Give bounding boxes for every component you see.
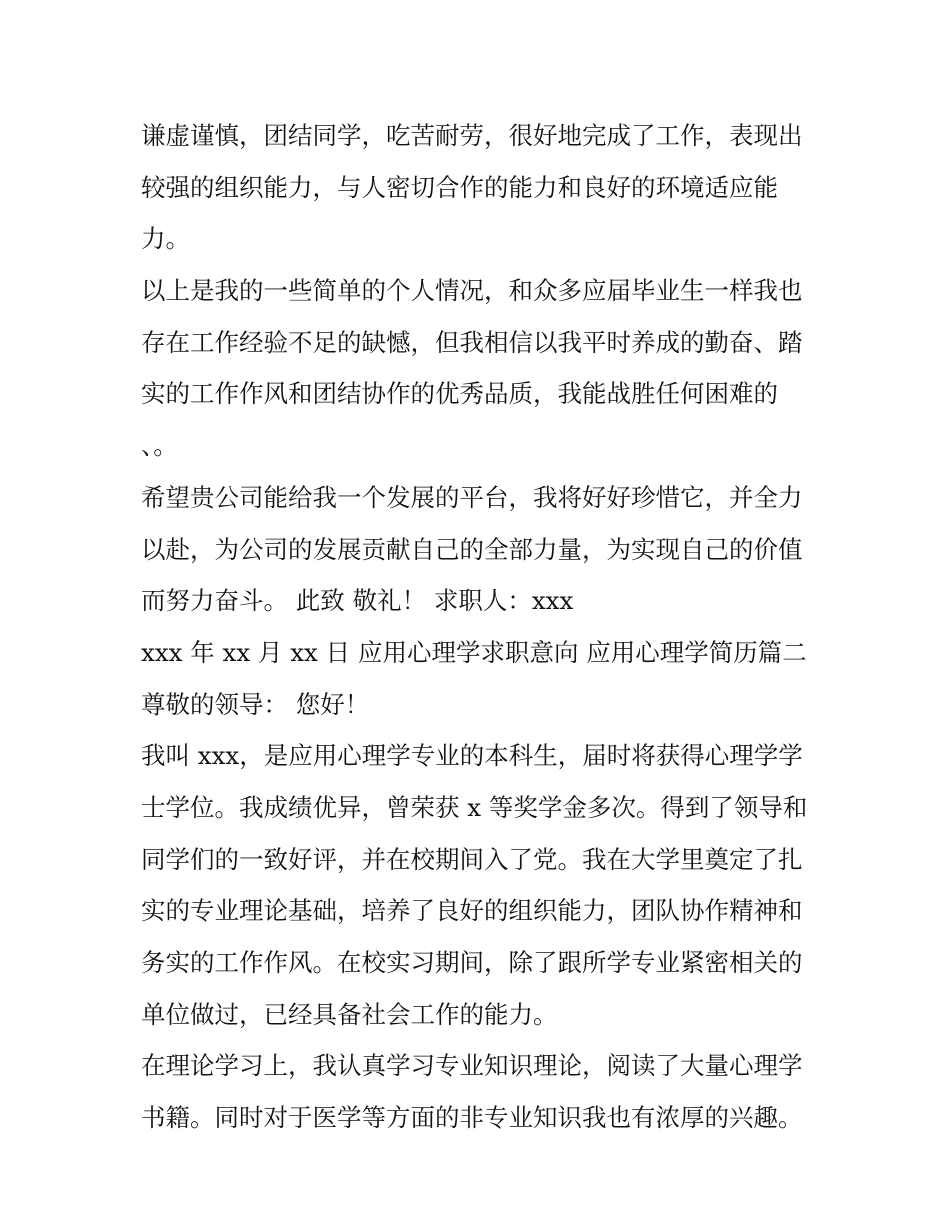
text-line: 以赴，为公司的发展贡献自己的全部力量，为实现自己的价值 — [141, 534, 803, 564]
text-line: 单位做过，已经具备社会工作的能力。 — [141, 999, 558, 1029]
text-line: 我叫 xxx，是应用心理学专业的本科生，届时将获得心理学学 — [141, 741, 803, 771]
text-line: 实的专业理论基础，培养了良好的组织能力，团队协作精神和 — [141, 896, 803, 926]
text-line: 存在工作经验不足的缺憾，但我相信以我平时养成的勤奋、踏 — [141, 327, 803, 357]
text-line: xxx 年 xx 月 xx 日 应用心理学求职意向 应用心理学简历篇二 — [141, 637, 807, 667]
text-line: 谦虚谨慎，团结同学，吃苦耐劳，很好地完成了工作，表现出 — [141, 121, 803, 150]
body-text — [141, 110, 821, 1144]
text-line: 实的工作作风和团结协作的优秀品质，我能战胜任何困难的 — [141, 379, 778, 409]
text-line: 希望贵公司能给我一个发展的平台，我将好好珍惜它，并全力 — [141, 482, 803, 512]
text-line: 书籍。同时对于医学等方面的非专业知识我也有浓厚的兴趣。 — [141, 1103, 803, 1133]
text-line: 而努力奋斗。 此致 敬礼！ 求职人：xxx — [141, 586, 574, 616]
text-line: 尊敬的领导： 您好！ — [141, 689, 370, 719]
text-line: 务实的工作作风。在校实习期间，除了跟所学专业紧密相关的 — [141, 948, 803, 977]
text-line: 较强的组织能力，与人密切合作的能力和良好的环境适应能 — [141, 172, 778, 202]
text-line: 同学们的一致好评，并在校期间入了党。我在大学里奠定了扎 — [141, 844, 803, 874]
text-line: 在理论学习上，我认真学习专业知识理论，阅读了大量心理学 — [141, 1051, 803, 1081]
text-line: 力。 — [141, 224, 190, 254]
text-line: 士学位。我成绩优异，曾荣获 x 等奖学金多次。得到了领导和 — [141, 792, 808, 822]
text-line: 以上是我的一些简单的个人情况，和众多应届毕业生一样我也 — [141, 276, 803, 306]
text-line: 、。 — [141, 431, 178, 461]
